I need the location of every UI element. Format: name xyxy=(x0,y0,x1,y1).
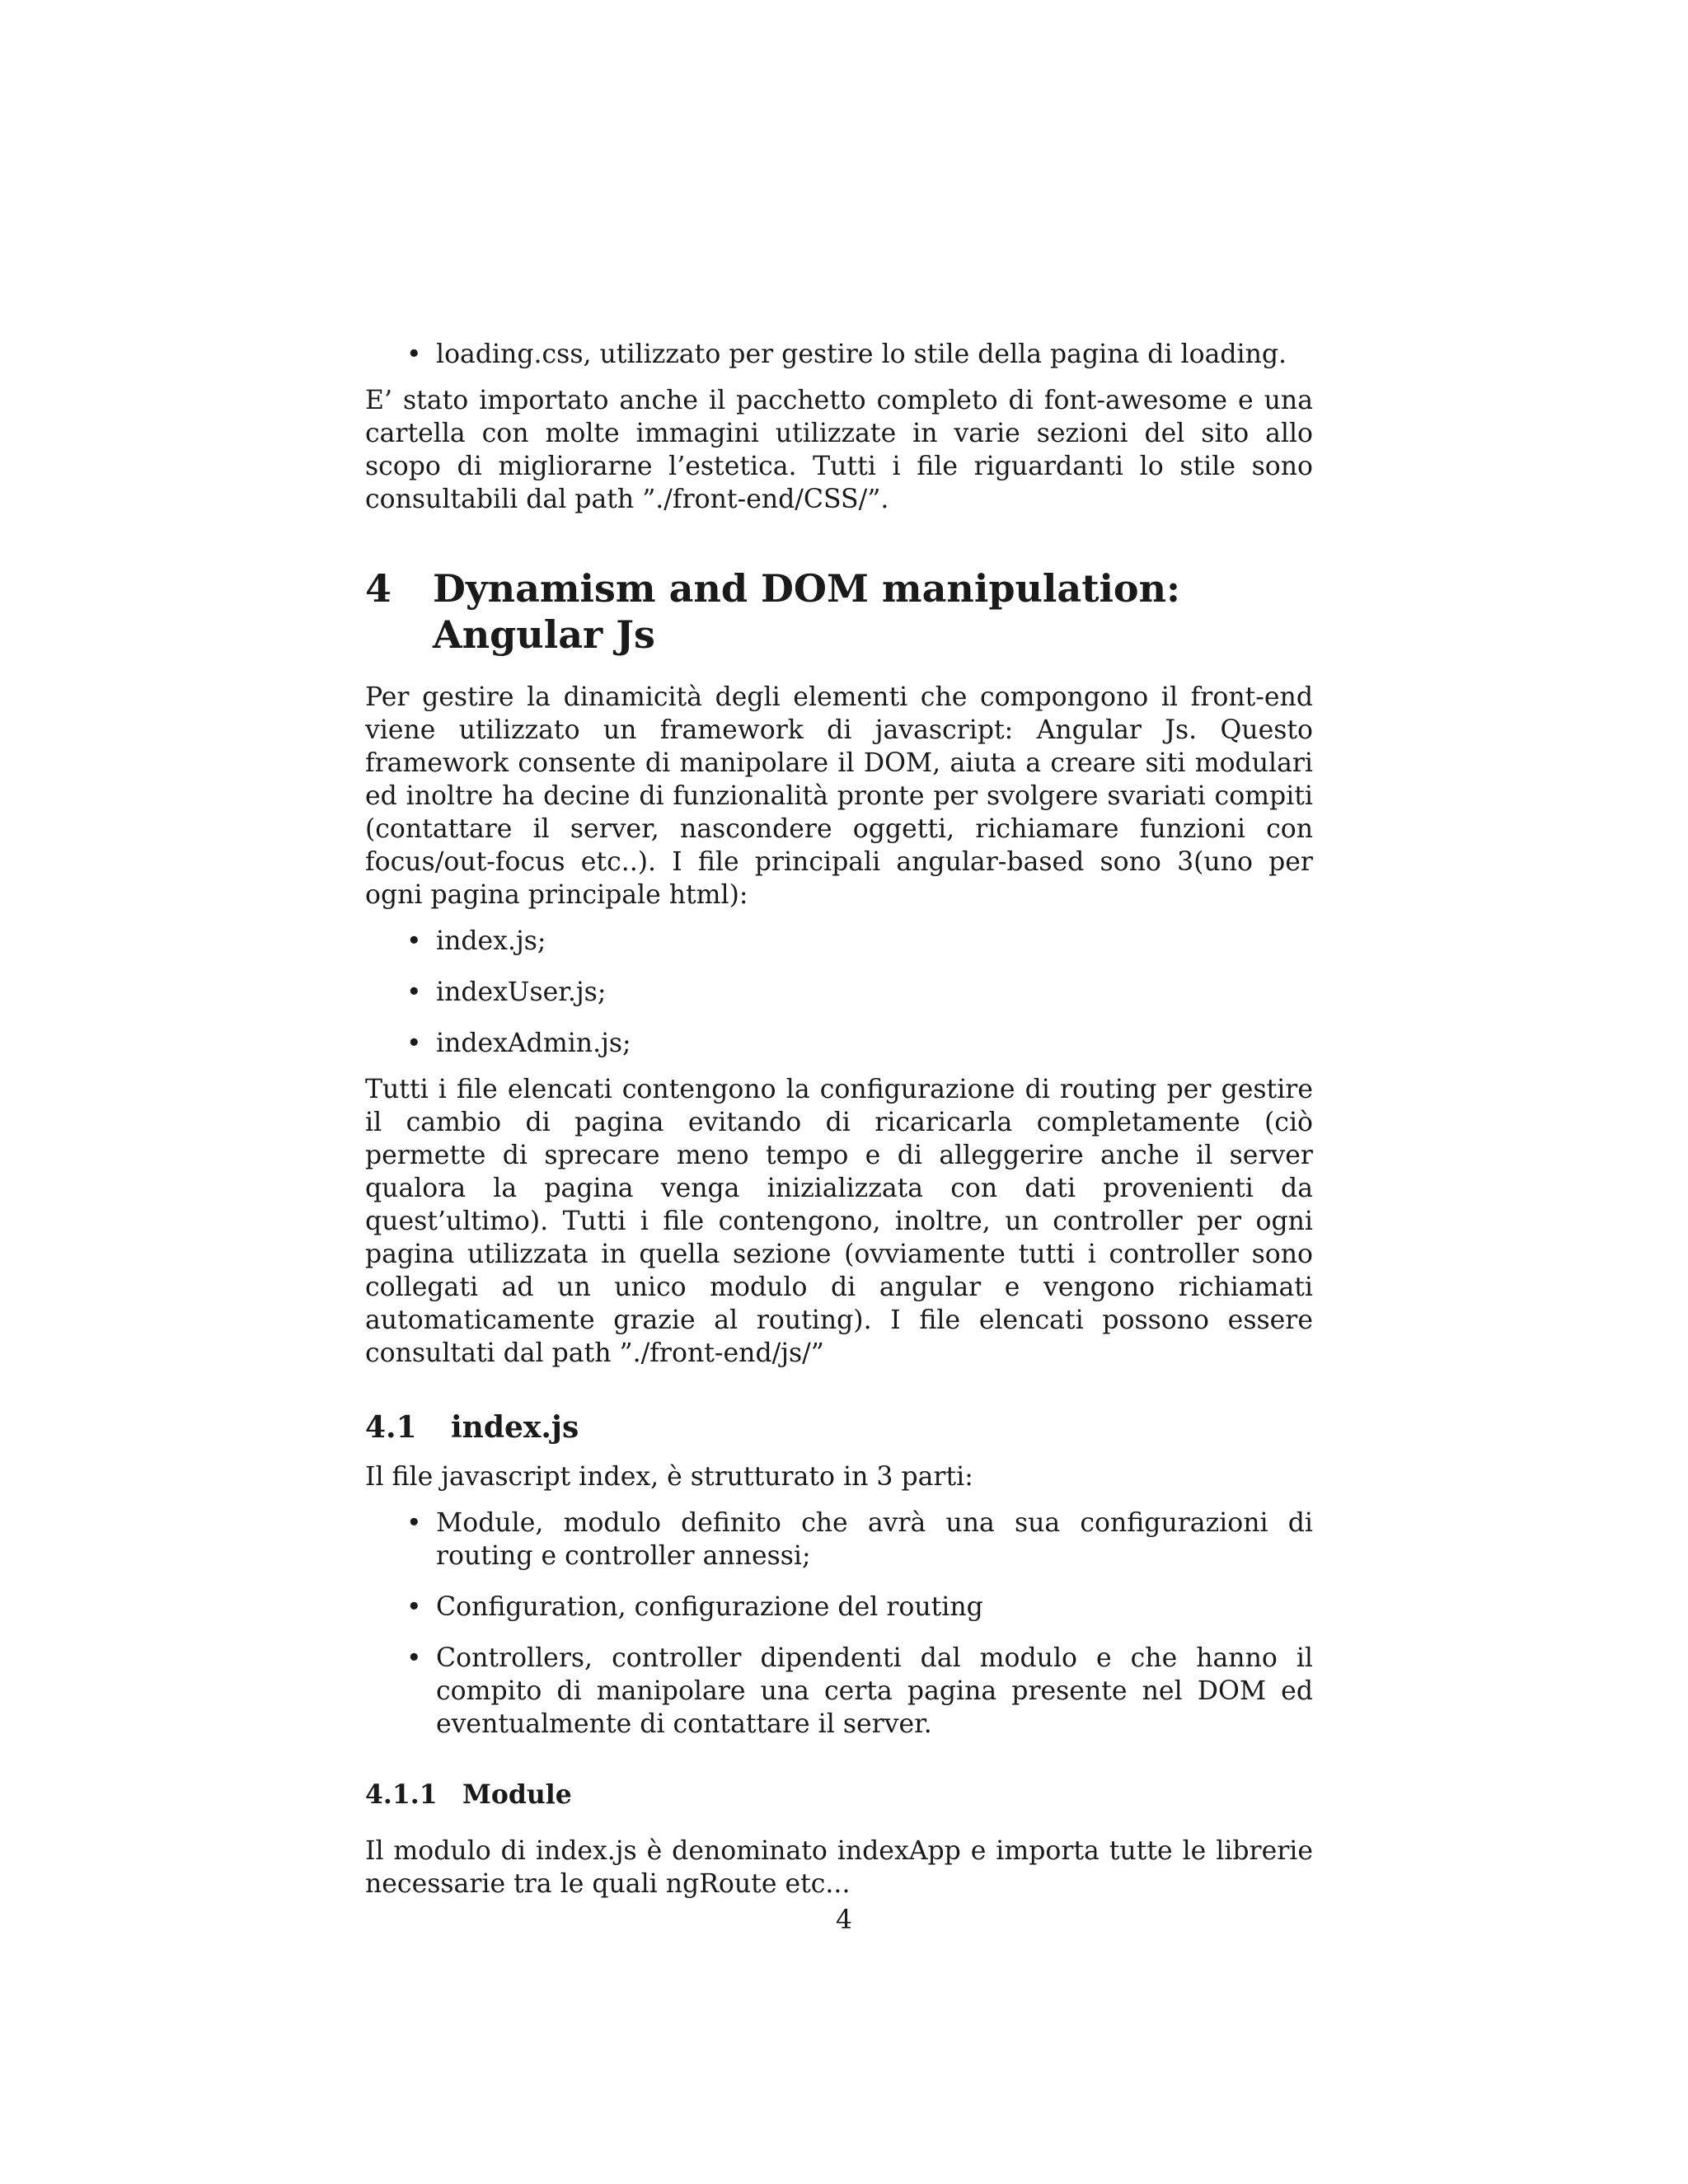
document-page xyxy=(365,338,1313,1900)
list-item: • Controllers, controller dipendenti dal modulo e che hanno il compito di manipolare una certa pagina presente nel DOM ed eventualmente di contattare il server. xyxy=(406,1643,1313,1739)
list-item: • Module, modulo definito che avrà una sua configurazioni di routing e controller annessi; xyxy=(406,1508,1313,1571)
section-heading xyxy=(365,565,1313,658)
page-number: 4 xyxy=(835,1905,853,1935)
intro-list xyxy=(365,338,1313,371)
list-item: • loading.css, utilizzato per gestire lo stile della pagina di loading. xyxy=(406,340,1287,369)
parts-list xyxy=(365,1507,1313,1741)
list-item: • indexAdmin.js; xyxy=(406,1029,631,1058)
subsection-number: 4.1 xyxy=(365,1410,417,1445)
bullet-icon: • xyxy=(406,1643,422,1673)
list-item: • indexUser.js; xyxy=(406,977,607,1007)
subsubsection-title: Module xyxy=(462,1779,572,1810)
subsubsection-number: 4.1.1 xyxy=(365,1779,438,1810)
subsection-title: index.js xyxy=(451,1410,579,1445)
bullet-icon: • xyxy=(406,340,422,369)
section-paragraph: Per gestire la dinamicità degli elementi che compongono il front-end viene utilizzato un framework di javascript: Angular Js. Questo framework consente di manipolare il DOM, aiuta a creare siti modulari ed inoltre ha decine di funzionalità pronte per svolgere svariati compiti (contattare il server, nascondere oggetti, richiamare funzioni con focus/out-focus etc..). I file principali angular-based sono 3(uno per ogni pagina principale html): xyxy=(365,682,1313,910)
section-paragraph: Tutti i file elencati contengono la configurazione di routing per gestire il cambio di pagina evitando di ricaricarla completamente (ciò permette di sprecare meno tempo e di alleggerire anche il server qualora la pagina venga inizializzata con dati provenienti da quest’ultimo). Tutti i file contengono, inoltre, un controller per ogni pagina utilizzata in quella sezione (ovviamente tutti i controller sono collegati ad un unico modulo di angular e vengono richiamati automaticamente grazie al routing). I file elencati possono essere consultati dal path ”./front-end/js/” xyxy=(365,1075,1313,1368)
files-list xyxy=(365,925,1313,1060)
list-item: • Configuration, configurazione del routing xyxy=(406,1592,983,1622)
section-number: 4 xyxy=(365,566,392,611)
bullet-icon: • xyxy=(406,1592,422,1622)
bullet-icon: • xyxy=(406,977,422,1007)
subsubsection-paragraph: Il modulo di index.js è denominato indexApp e importa tutte le librerie necessarie tra le quali ngRoute etc... xyxy=(365,1836,1313,1899)
section-title: Dynamism and DOM manipulation: Angular Js xyxy=(433,566,1181,657)
intro-paragraph: E’ stato importato anche il pacchetto completo di font-awesome e una cartella con molte immagini utilizzate in varie sezioni del sito allo scopo di migliorarne l’estetica. Tutti i file riguardanti lo stile sono consultabili dal path ”./front-end/CSS/”. xyxy=(365,386,1313,514)
subsection-heading xyxy=(365,1409,1313,1446)
subsubsection-heading xyxy=(365,1779,1313,1811)
bullet-icon: • xyxy=(406,926,422,956)
subsection-intro: Il file javascript index, è strutturato in 3 parti: xyxy=(365,1462,973,1492)
list-item: • index.js; xyxy=(406,926,546,956)
bullet-icon: • xyxy=(406,1029,422,1058)
bullet-icon: • xyxy=(406,1508,422,1538)
